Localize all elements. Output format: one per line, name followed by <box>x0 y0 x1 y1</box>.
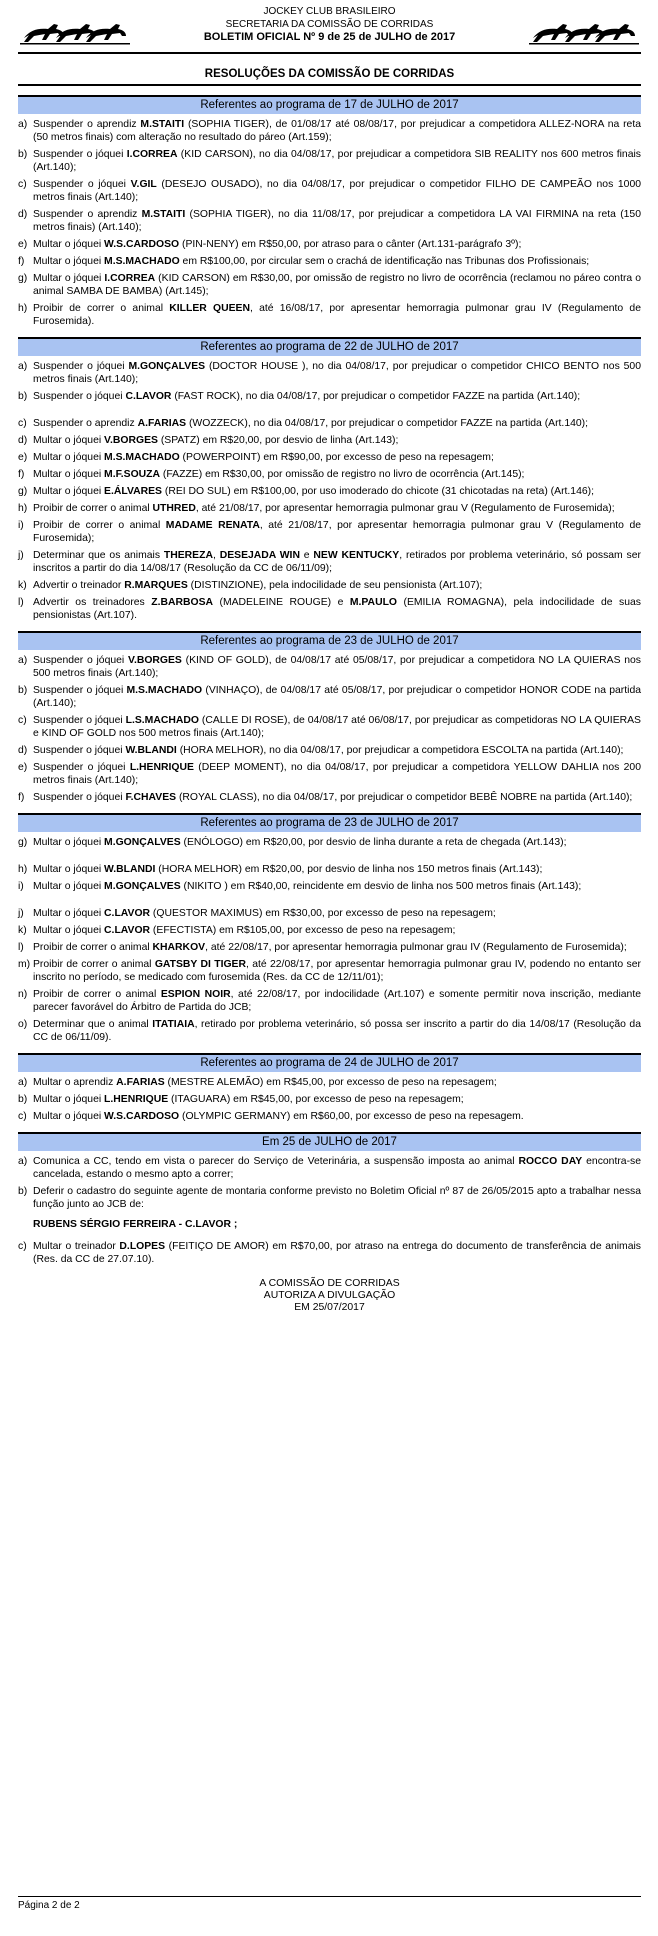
item-letter: g) <box>18 273 28 284</box>
item-name-bold: I.CORREA <box>126 149 178 160</box>
item-text: Multar o jóquei <box>33 452 105 463</box>
resolution-item <box>18 148 641 174</box>
item-name-bold: ITATIAIA <box>152 1019 195 1030</box>
item-text: (NIKITO ) em R$40,00, reincidente em desvio de linha nos 500 metros finais (Art.143); <box>180 881 582 892</box>
item-letter: e) <box>18 762 28 773</box>
resolution-item <box>18 390 641 403</box>
item-text: Multar o jóquei <box>33 273 105 284</box>
item-text: Suspender o jóquei <box>33 685 127 696</box>
item-letter: f) <box>18 256 25 267</box>
item-letter: d) <box>18 745 28 756</box>
item-text: (PIN-NENY) em R$50,00, por atraso para o cânter (Art.131-parágrafo 3º); <box>179 239 522 250</box>
resolution-item <box>18 1110 641 1123</box>
item-text: (DISTINZIONE), pela indocilidade de seu pensionista (Art.107); <box>187 580 483 591</box>
item-letter: n) <box>18 989 28 1000</box>
item-text: encontra-se cancelada, estando o mesmo apto a correr; <box>33 1156 642 1180</box>
closing-line-3: EM 25/07/2017 <box>294 1302 365 1313</box>
item-text: , até 21/08/17, por apresentar hemorragia pulmonar grau V (Regulamento de Furosemida); <box>195 503 615 514</box>
item-letter: h) <box>18 503 28 514</box>
page-number: Página 2 de 2 <box>18 1900 80 1911</box>
resolution-item <box>18 1240 641 1266</box>
item-text: Multar o jóquei <box>33 469 105 480</box>
item-letter: i) <box>18 520 24 531</box>
item-text: (VINHAÇO), de 04/08/17 até 05/08/17, por prejudicar o competidor HONOR CODE na partida (Art.140); <box>33 685 642 709</box>
item-text: (OLYMPIC GERMANY) em R$60,00, por excesso de peso na repesagem. <box>179 1111 524 1122</box>
resolution-item <box>18 1076 641 1089</box>
item-name-bold: W.S.CARDOSO <box>104 1111 180 1122</box>
page-footer <box>18 1896 641 1911</box>
resolution-item <box>18 596 641 622</box>
resolution-item <box>18 272 641 298</box>
resolution-item <box>18 761 641 787</box>
item-name-bold: W.BLANDI <box>104 864 156 875</box>
item-letter: b) <box>18 391 28 402</box>
item-name-bold: R.MARQUES <box>124 580 188 591</box>
item-text: (DESEJO OUSADO), no dia 04/08/17, por prejudicar o competidor FILHO DE CAMPEÃO nos 1000 metros finais (Art.140); <box>33 179 641 203</box>
item-text: Comunica a CC, tendo em vista o parecer do Serviço de Veterinária, a suspensão imposta ao animal <box>33 1156 519 1167</box>
item-text: Suspender o jóquei <box>33 792 126 803</box>
item-letter: a) <box>18 119 28 130</box>
item-text: Multar o jóquei <box>33 435 105 446</box>
resolution-item <box>18 744 641 757</box>
item-text: Proibir de correr o animal <box>33 959 155 970</box>
item-text: Proibir de correr o animal <box>33 520 166 531</box>
resolution-list <box>18 1076 641 1123</box>
item-letter: e) <box>18 239 28 250</box>
resolution-item <box>18 907 641 920</box>
resolution-item <box>18 118 641 144</box>
section-title: Referentes ao programa de 22 de JULHO de 2017 <box>18 337 641 356</box>
resolution-item <box>18 485 641 498</box>
item-text: Advertir o treinador <box>33 580 125 591</box>
item-letter: i) <box>18 881 24 892</box>
item-text: (QUESTOR MAXIMUS) em R$30,00, por excesso de peso na repesagem; <box>150 908 496 919</box>
resolution-item <box>18 988 641 1014</box>
item-text: , até 22/08/17, por apresentar hemorragia pulmonar grau IV (Regulamento de Furosemida); <box>205 942 627 953</box>
item-text: Suspender o jóquei <box>33 391 126 402</box>
section-title: Referentes ao programa de 24 de JULHO de 2017 <box>18 1053 641 1072</box>
resolution-item <box>18 684 641 710</box>
resolution-item <box>18 1155 641 1181</box>
item-text: Multar o jóquei <box>33 925 105 936</box>
item-text: , retirado por problema veterinário, só possa ser inscrito a partir do dia 14/08/17 (Resolução da CC de 06/11/09). <box>33 1019 641 1043</box>
resolution-sections <box>18 95 641 1266</box>
item-letter: a) <box>18 655 28 666</box>
item-name-bold: M.PAULO <box>349 597 397 608</box>
closing-line-2: AUTORIZA A DIVULGAÇÃO <box>263 1290 396 1301</box>
item-text: (FAST ROCK), no dia 04/08/17, por prejudicar o competidor FAZZE na partida (Art.140); <box>171 391 581 402</box>
item-letter: k) <box>18 580 27 591</box>
item-name-bold: THEREZA <box>163 550 213 561</box>
resolution-item <box>18 714 641 740</box>
document-header <box>18 0 641 54</box>
item-text: Proibir de correr o animal <box>33 989 161 1000</box>
resolution-item <box>18 360 641 386</box>
item-text: Multar o jóquei <box>33 908 105 919</box>
item-text: (ENÓLOGO) em R$20,00, por desvio de linha durante a reta de chegada (Art.143); <box>180 837 567 848</box>
item-text: Determinar que o animal <box>33 1019 153 1030</box>
item-name-bold: E.ÁLVARES <box>104 486 162 497</box>
resolution-item <box>18 1018 641 1044</box>
item-text: Suspender o aprendiz <box>33 209 142 220</box>
closing-line-1: A COMISSÃO DE CORRIDAS <box>259 1278 400 1289</box>
item-text: Determinar que os animais <box>33 550 164 561</box>
item-name-bold: V.BORGES <box>127 655 182 666</box>
section-title: Em 25 de JULHO de 2017 <box>18 1132 641 1151</box>
item-letter: l) <box>18 597 24 608</box>
agent-name: RUBENS SÉRGIO FERREIRA - C.LAVOR ; <box>33 1219 238 1230</box>
item-text: Suspender o jóquei <box>33 361 129 372</box>
item-name-bold: NEW KENTUCKY <box>313 550 400 561</box>
item-name-bold: UTHRED <box>152 503 196 514</box>
item-letter: g) <box>18 486 28 497</box>
item-name-bold: C.LAVOR <box>104 908 151 919</box>
item-text: Proibir de correr o animal <box>33 503 153 514</box>
item-letter: g) <box>18 837 28 848</box>
resolution-list <box>18 1155 641 1266</box>
item-text: (DOCTOR HOUSE ), no dia 04/08/17, por prejudicar o competidor CHICO BENTO nos 500 metros finais (Art.140); <box>33 361 641 385</box>
item-name-bold: A.FARIAS <box>116 1077 165 1088</box>
item-name-bold: I.CORREA <box>104 273 156 284</box>
resolution-item <box>18 238 641 251</box>
resolution-item <box>18 791 641 804</box>
item-text: (HORA MELHOR), no dia 04/08/17, por prejudicar a competidora ESCOLTA na partida (Art.140); <box>176 745 624 756</box>
item-text: (SOPHIA TIGER), de 01/08/17 até 08/08/17, por prejudicar a competidora ALLEZ-NORA na reta (50 metros finais) com alteração no resultado do páreo (Art.159); <box>33 119 641 143</box>
racing-horses-icon <box>529 16 639 46</box>
item-letter: c) <box>18 179 27 190</box>
item-text: (DEEP MOMENT), no dia 04/08/17, por prejudicar a competidora YELLOW DAHLIA nos 200 metros finais (Art.140); <box>33 762 641 786</box>
item-text: Suspender o aprendiz <box>33 418 138 429</box>
item-name-bold: C.LAVOR <box>125 391 172 402</box>
item-name-bold: KHARKOV <box>152 942 206 953</box>
item-letter: f) <box>18 792 25 803</box>
item-letter: a) <box>18 1077 28 1088</box>
resolution-item <box>18 178 641 204</box>
item-text: (REI DO SUL) em R$100,00, por uso imoderado do chicote (31 chicotadas na reta) (Art.146); <box>161 486 594 497</box>
item-text: Proibir de correr o animal <box>33 942 153 953</box>
item-letter: j) <box>18 908 24 919</box>
item-text: Multar o jóquei <box>33 881 105 892</box>
item-text: , retirados por problema veterinário, só possam ser inscritos a partir do dia 14/08/17 (Resolução da CC de 06/11/09); <box>33 550 641 574</box>
resolution-item <box>18 924 641 937</box>
item-letter: m) <box>18 959 31 970</box>
item-text: (FAZZE) em R$30,00, por omissão de registro no livro de ocorrência (Art.145); <box>160 469 525 480</box>
item-name-bold: V.GIL <box>130 179 157 190</box>
item-text: Multar o jóquei <box>33 837 105 848</box>
item-text: Multar o jóquei <box>33 864 105 875</box>
item-text: Multar o treinador <box>33 1241 120 1252</box>
item-text: (ITAGUARA) em R$45,00, por excesso de peso na repesagem; <box>168 1094 464 1105</box>
item-letter: o) <box>18 1019 28 1030</box>
section-title: Referentes ao programa de 17 de JULHO de 2017 <box>18 95 641 114</box>
resolution-item <box>18 941 641 954</box>
item-text: (KID CARSON) em R$30,00, por omissão de registro no livro de ocorrência (reclamou no páreo contra o animal SAMBA DE BAMBA) (Art.145); <box>33 273 641 297</box>
item-letter: l) <box>18 942 24 953</box>
resolution-list <box>18 836 641 1044</box>
item-text: (WOZZECK), no dia 04/08/17, por prejudicar o competidor FAZZE na partida (Art.140); <box>186 418 589 429</box>
item-name-bold: M.S.MACHADO <box>104 452 180 463</box>
item-letter: b) <box>18 1186 28 1197</box>
item-text: (KIND OF GOLD), de 04/08/17 até 05/08/17, por prejudicar a competidora NO LA QUIERAS nos 500 metros finais (Art.140); <box>33 655 641 679</box>
item-text: Multar o jóquei <box>33 1111 105 1122</box>
resolution-item <box>18 579 641 592</box>
item-letter: d) <box>18 209 28 220</box>
item-text: Suspender o aprendiz <box>33 119 141 130</box>
item-letter: c) <box>18 1111 27 1122</box>
resolution-list <box>18 654 641 804</box>
resolution-item <box>18 468 641 481</box>
item-text: Multar o jóquei <box>33 239 105 250</box>
item-name-bold: M.GONÇALVES <box>104 837 181 848</box>
item-text: Suspender o jóquei <box>33 179 131 190</box>
item-letter: h) <box>18 303 28 314</box>
closing-block <box>18 1278 641 1314</box>
item-letter: b) <box>18 1094 28 1105</box>
item-name-bold: M.GONÇALVES <box>104 881 181 892</box>
item-letter: j) <box>18 550 24 561</box>
item-text: Multar o aprendiz <box>33 1077 117 1088</box>
item-name-bold: GATSBY DI TIGER <box>154 959 246 970</box>
item-letter: a) <box>18 361 28 372</box>
resolution-item <box>18 519 641 545</box>
item-name-bold: DESEJADA WIN <box>219 550 300 561</box>
item-letter: b) <box>18 685 28 696</box>
item-letter: a) <box>18 1156 28 1167</box>
item-text: (MESTRE ALEMÃO) em R$45,00, por excesso de peso na repesagem; <box>164 1077 497 1088</box>
item-name-bold: M.S.MACHADO <box>104 256 180 267</box>
item-text: e <box>299 550 314 561</box>
resolution-item <box>18 549 641 575</box>
item-text: Deferir o cadastro do seguinte agente de montaria conforme previsto no Boletim Oficial nº 87 de 26/05/2015 apto a trabalhar nessa função junto ao JCB de: <box>33 1186 641 1210</box>
item-letter: h) <box>18 864 28 875</box>
item-text: em R$100,00, por circular sem o crachá de identificação nas Tribunas dos Profissionais; <box>179 256 590 267</box>
item-text: Multar o jóquei <box>33 1094 105 1105</box>
item-text: (HORA MELHOR) em R$20,00, por desvio de linha nos 150 metros finais (Art.143); <box>155 864 543 875</box>
item-letter: b) <box>18 149 28 160</box>
item-text: (SPATZ) em R$20,00, por desvio de linha (Art.143); <box>157 435 399 446</box>
item-text: Suspender o jóquei <box>33 745 126 756</box>
resolution-item <box>18 654 641 680</box>
item-text: Suspender o jóquei <box>33 149 127 160</box>
item-text: (EMILIA ROMAGNA), pela indocilidade de suas pensionistas (Art.107). <box>33 597 641 621</box>
header-line-2: SECRETARIA DA COMISSÃO DE CORRIDAS <box>225 19 434 30</box>
item-text: , até 21/08/17, por apresentar hemorragia pulmonar grau V (Regulamento de Furosemida); <box>33 520 641 544</box>
item-name-bold: L.S.MACHADO <box>125 715 199 726</box>
resolution-item <box>18 502 641 515</box>
item-text: (ROYAL CLASS), no dia 04/08/17, por prejudicar o competidor BEBÊ NOBRE na partida (Art.140); <box>176 792 633 803</box>
resolution-item <box>18 451 641 464</box>
item-text: Multar o jóquei <box>33 256 105 267</box>
item-text: , até 16/08/17, por apresentar hemorragia pulmonar grau IV (Regulamento de Furosemida). <box>33 303 641 327</box>
item-name-bold: D.LOPES <box>119 1241 166 1252</box>
item-name-bold: A.FARIAS <box>137 418 187 429</box>
item-letter: c) <box>18 715 27 726</box>
item-text: , até 22/08/17, por apresentar hemorragia pulmonar grau IV, podendo no entanto ser inscrito no período, se medicado com furosemida (Res. da CC de 12/11/01); <box>33 959 641 983</box>
item-text: (MADELEINE ROUGE) e <box>213 597 350 608</box>
item-name-bold: ROCCO DAY <box>518 1156 583 1167</box>
item-name-bold: C.LAVOR <box>104 925 151 936</box>
section-title: Referentes ao programa de 23 de JULHO de 2017 <box>18 813 641 832</box>
resolution-list <box>18 118 641 328</box>
document-page <box>18 0 641 1936</box>
item-name-bold: L.HENRIQUE <box>104 1094 169 1105</box>
item-letter: f) <box>18 469 25 480</box>
item-name-bold: M.S.MACHADO <box>126 685 203 696</box>
item-letter: c) <box>18 418 27 429</box>
item-text: , <box>212 550 220 561</box>
item-text: Suspender o jóquei <box>33 762 130 773</box>
resolution-item <box>18 434 641 447</box>
item-letter: k) <box>18 925 27 936</box>
item-name-bold: ESPION NOIR <box>160 989 231 1000</box>
resolution-item <box>18 255 641 268</box>
item-text: (KID CARSON), no dia 04/08/17, por prejudicar a competidora SIB REALITY nos 600 metros finais (Art.140); <box>33 149 641 173</box>
resolution-item <box>18 1093 641 1106</box>
item-name-bold: KILLER QUEEN <box>169 303 250 314</box>
item-letter: e) <box>18 452 28 463</box>
item-text: Suspender o jóquei <box>33 715 126 726</box>
resolution-item <box>18 1185 641 1211</box>
item-letter: d) <box>18 435 28 446</box>
item-name-bold: M.F.SOUZA <box>104 469 161 480</box>
item-text: (POWERPOINT) em R$90,00, por excesso de peso na repesagem; <box>179 452 494 463</box>
item-name-bold: MADAME RENATA <box>165 520 260 531</box>
resolution-item <box>18 417 641 430</box>
item-name-bold: L.HENRIQUE <box>129 762 194 773</box>
item-letter: c) <box>18 1241 27 1252</box>
item-text: Proibir de correr o animal <box>33 303 170 314</box>
item-text: Advertir os treinadores <box>33 597 152 608</box>
header-line-3: BOLETIM OFICIAL Nº 9 de 25 de JULHO de 2017 <box>203 31 456 43</box>
resolution-item <box>18 302 641 328</box>
item-text: (FEITIÇO DE AMOR) em R$70,00, por atraso na entrega do documento de transferência de animais (Res. da CC de 27.07.10). <box>33 1241 641 1265</box>
item-name-bold: V.BORGES <box>104 435 158 446</box>
item-text: , até 22/08/17, por indocilidade (Art.107) e somente permitir nova inscrição, mediante parecer favorável do Árbitro de Partida do JCB; <box>33 989 642 1013</box>
item-text: Suspender o jóquei <box>33 655 128 666</box>
section-title: Referentes ao programa de 23 de JULHO de 2017 <box>18 631 641 650</box>
item-name-bold: M.GONÇALVES <box>128 361 206 372</box>
item-name-bold: M.STAITI <box>141 209 186 220</box>
resolution-item <box>18 836 641 849</box>
resolution-item <box>18 863 641 876</box>
item-name-bold: M.STAITI <box>140 119 185 130</box>
item-name-bold: Z.BARBOSA <box>151 597 214 608</box>
resolution-item <box>18 208 641 234</box>
item-name-bold: F.CHAVES <box>125 792 177 803</box>
item-name-bold: W.S.CARDOSO <box>104 239 180 250</box>
item-text: (SOPHIA TIGER), no dia 11/08/17, por prejudicar a competidora LA VAI FIRMINA na reta (150 metros finais) (Art.140); <box>33 209 641 233</box>
resolution-list <box>18 360 641 622</box>
item-text: Multar o jóquei <box>33 486 105 497</box>
resolution-item <box>18 958 641 984</box>
header-line-1: JOCKEY CLUB BRASILEIRO <box>263 6 396 17</box>
main-title: RESOLUÇÕES DA COMISSÃO DE CORRIDAS <box>18 68 641 86</box>
item-name-bold: W.BLANDI <box>125 745 177 756</box>
resolution-item <box>18 880 641 893</box>
item-text: (CALLE DI ROSE), de 04/08/17 até 06/08/17, por prejudicar as competidoras NO LA QUIERAS e KIND OF GOLD nos 500 metros finais (Art.140); <box>33 715 641 739</box>
item-text: (EFECTISTA) em R$105,00, por excesso de peso na repesagem; <box>150 925 456 936</box>
